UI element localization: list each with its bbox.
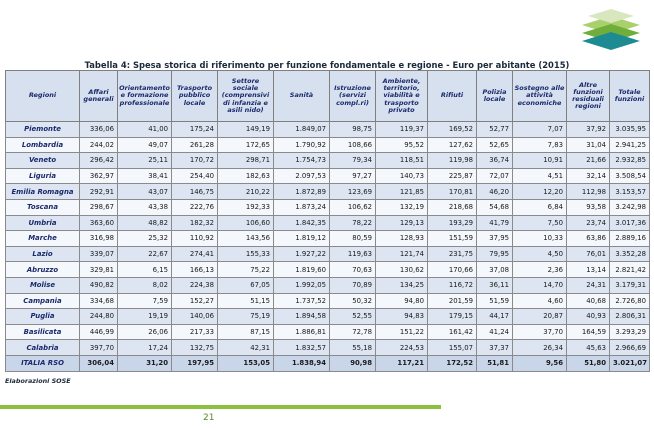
table-cell: 75,19 bbox=[218, 309, 274, 325]
table-row bbox=[6, 340, 650, 356]
table-cell: 130,62 bbox=[376, 262, 428, 278]
table-cell: 106,60 bbox=[218, 215, 274, 231]
table-cell: 41,79 bbox=[477, 215, 513, 231]
table-cell: 79,95 bbox=[477, 246, 513, 262]
table-cell: 134,25 bbox=[376, 277, 428, 293]
region-name: Basilicata bbox=[6, 324, 80, 340]
table-cell: 132,19 bbox=[376, 199, 428, 215]
table-row bbox=[6, 324, 650, 340]
table-cell: 40,68 bbox=[567, 293, 610, 309]
table-cell: 1.754,73 bbox=[274, 153, 330, 169]
table-cell: 166,13 bbox=[172, 262, 218, 278]
table-row bbox=[6, 137, 650, 153]
table-cell: 7,83 bbox=[513, 137, 567, 153]
table-cell: 10,33 bbox=[513, 231, 567, 247]
table-cell: 3.021,07 bbox=[610, 355, 650, 371]
table-cell: 20,87 bbox=[513, 309, 567, 325]
table-row bbox=[6, 293, 650, 309]
table-row bbox=[6, 309, 650, 325]
column-header: Istruzione (servizi compl.ri) bbox=[330, 71, 376, 122]
region-name: Piemonte bbox=[6, 122, 80, 138]
region-name: Toscana bbox=[6, 199, 80, 215]
table-cell: 153,05 bbox=[218, 355, 274, 371]
table-cell: 55,18 bbox=[330, 340, 376, 356]
table-cell: 52,55 bbox=[330, 309, 376, 325]
table-title: Tabella 4: Spesa storica di riferimento per funzione fondamentale e regione - Euro per abitante (2015) bbox=[84, 60, 570, 70]
stacked-layers-logo-icon bbox=[574, 6, 648, 52]
table-cell: 244,80 bbox=[80, 309, 118, 325]
table-cell: 336,06 bbox=[80, 122, 118, 138]
table-cell: 95,52 bbox=[376, 137, 428, 153]
table-cell: 8,02 bbox=[118, 277, 172, 293]
table-cell: 298,67 bbox=[80, 199, 118, 215]
region-name: Marche bbox=[6, 231, 80, 247]
table-cell: 40,93 bbox=[567, 309, 610, 325]
table-cell: 119,37 bbox=[376, 122, 428, 138]
table-cell: 339,07 bbox=[80, 246, 118, 262]
table-cell: 140,73 bbox=[376, 168, 428, 184]
region-name: Campania bbox=[6, 293, 80, 309]
table-cell: 93,58 bbox=[567, 199, 610, 215]
table-cell: 38,41 bbox=[118, 168, 172, 184]
table-cell: 117,21 bbox=[376, 355, 428, 371]
table-cell: 10,91 bbox=[513, 153, 567, 169]
table-cell: 79,34 bbox=[330, 153, 376, 169]
table-cell: 51,59 bbox=[477, 293, 513, 309]
table-cell: 175,24 bbox=[172, 122, 218, 138]
table-cell: 397,70 bbox=[80, 340, 118, 356]
region-name: Umbria bbox=[6, 215, 80, 231]
table-cell: 43,38 bbox=[118, 199, 172, 215]
region-name: Abruzzo bbox=[6, 262, 80, 278]
column-header: Totale funzioni bbox=[610, 71, 650, 122]
table-cell: 70,63 bbox=[330, 262, 376, 278]
column-header: Ambiente, territorio, viabilità e trasporto privato bbox=[376, 71, 428, 122]
table-cell: 161,42 bbox=[428, 324, 477, 340]
table-cell: 3.153,57 bbox=[610, 184, 650, 200]
table-cell: 3.293,29 bbox=[610, 324, 650, 340]
table-cell: 119,98 bbox=[428, 153, 477, 169]
table-cell: 97,27 bbox=[330, 168, 376, 184]
table-cell: 37,95 bbox=[477, 231, 513, 247]
column-header: Rifiuti bbox=[428, 71, 477, 122]
table-cell: 7,59 bbox=[118, 293, 172, 309]
table-cell: 26,06 bbox=[118, 324, 172, 340]
table-cell: 36,11 bbox=[477, 277, 513, 293]
table-row bbox=[6, 231, 650, 247]
table-cell: 127,62 bbox=[428, 137, 477, 153]
table-cell: 72,78 bbox=[330, 324, 376, 340]
table-cell: 110,92 bbox=[172, 231, 218, 247]
table-cell: 2.889,16 bbox=[610, 231, 650, 247]
table-cell: 151,22 bbox=[376, 324, 428, 340]
table-cell: 2,36 bbox=[513, 262, 567, 278]
table-cell: 3.508,54 bbox=[610, 168, 650, 184]
table-cell: 36,74 bbox=[477, 153, 513, 169]
table-cell: 152,27 bbox=[172, 293, 218, 309]
table-row bbox=[6, 262, 650, 278]
table-cell: 63,86 bbox=[567, 231, 610, 247]
table-cell: 90,98 bbox=[330, 355, 376, 371]
table-cell: 192,33 bbox=[218, 199, 274, 215]
table-cell: 179,15 bbox=[428, 309, 477, 325]
table-cell: 49,07 bbox=[118, 137, 172, 153]
column-header: Orientamento e formazione professionale bbox=[118, 71, 172, 122]
table-cell: 170,72 bbox=[172, 153, 218, 169]
region-name: Liguria bbox=[6, 168, 80, 184]
table-cell: 1.790,92 bbox=[274, 137, 330, 153]
column-header: Altre funzioni residuali regioni bbox=[567, 71, 610, 122]
table-cell: 274,41 bbox=[172, 246, 218, 262]
table-cell: 169,52 bbox=[428, 122, 477, 138]
table-cell: 172,65 bbox=[218, 137, 274, 153]
table-cell: 37,08 bbox=[477, 262, 513, 278]
table-cell: 41,00 bbox=[118, 122, 172, 138]
table-cell: 51,80 bbox=[567, 355, 610, 371]
table-row bbox=[6, 277, 650, 293]
table-cell: 292,91 bbox=[80, 184, 118, 200]
table-cell: 21,66 bbox=[567, 153, 610, 169]
table-cell: 32,14 bbox=[567, 168, 610, 184]
column-header: Trasporto pubblico locale bbox=[172, 71, 218, 122]
table-cell: 155,33 bbox=[218, 246, 274, 262]
table-cell: 1.894,58 bbox=[274, 309, 330, 325]
table-cell: 298,71 bbox=[218, 153, 274, 169]
table-row bbox=[6, 168, 650, 184]
table-cell: 14,70 bbox=[513, 277, 567, 293]
table-cell: 2.097,53 bbox=[274, 168, 330, 184]
table-cell: 1.819,60 bbox=[274, 262, 330, 278]
region-name: Calabria bbox=[6, 340, 80, 356]
table-cell: 306,04 bbox=[80, 355, 118, 371]
table-cell: 146,75 bbox=[172, 184, 218, 200]
table-cell: 54,68 bbox=[477, 199, 513, 215]
table-cell: 217,33 bbox=[172, 324, 218, 340]
table-cell: 112,98 bbox=[567, 184, 610, 200]
table-cell: 1.886,81 bbox=[274, 324, 330, 340]
column-header: Affari generali bbox=[80, 71, 118, 122]
table-cell: 37,37 bbox=[477, 340, 513, 356]
table-cell: 149,19 bbox=[218, 122, 274, 138]
table-cell: 37,92 bbox=[567, 122, 610, 138]
table-cell: 2.806,31 bbox=[610, 309, 650, 325]
table-cell: 51,15 bbox=[218, 293, 274, 309]
table-cell: 1.873,24 bbox=[274, 199, 330, 215]
table-cell: 329,81 bbox=[80, 262, 118, 278]
table-cell: 170,81 bbox=[428, 184, 477, 200]
table-cell: 244,02 bbox=[80, 137, 118, 153]
table-cell: 3.242,98 bbox=[610, 199, 650, 215]
table-cell: 201,59 bbox=[428, 293, 477, 309]
table-cell: 218,68 bbox=[428, 199, 477, 215]
table-cell: 67,05 bbox=[218, 277, 274, 293]
table-cell: 224,38 bbox=[172, 277, 218, 293]
table-cell: 363,60 bbox=[80, 215, 118, 231]
column-header: Regioni bbox=[6, 71, 80, 122]
table-cell: 129,13 bbox=[376, 215, 428, 231]
table-cell: 231,75 bbox=[428, 246, 477, 262]
column-header: Sanità bbox=[274, 71, 330, 122]
table-cell: 172,52 bbox=[428, 355, 477, 371]
footer-bar bbox=[0, 405, 441, 409]
table-cell: 12,20 bbox=[513, 184, 567, 200]
table-cell: 1.737,52 bbox=[274, 293, 330, 309]
table-cell: 7,07 bbox=[513, 122, 567, 138]
source-note: Elaborazioni SOSE bbox=[5, 377, 71, 385]
table-cell: 50,32 bbox=[330, 293, 376, 309]
table-cell: 151,59 bbox=[428, 231, 477, 247]
table-cell: 37,70 bbox=[513, 324, 567, 340]
table-cell: 3.017,36 bbox=[610, 215, 650, 231]
table-cell: 3.035,95 bbox=[610, 122, 650, 138]
table-cell: 155,07 bbox=[428, 340, 477, 356]
table-cell: 70,89 bbox=[330, 277, 376, 293]
table-row bbox=[6, 153, 650, 169]
table-cell: 222,76 bbox=[172, 199, 218, 215]
table-cell: 6,84 bbox=[513, 199, 567, 215]
table-cell: 6,15 bbox=[118, 262, 172, 278]
table-cell: 170,66 bbox=[428, 262, 477, 278]
column-header: Polizia locale bbox=[477, 71, 513, 122]
table-cell: 1.849,07 bbox=[274, 122, 330, 138]
table-cell: 2.966,69 bbox=[610, 340, 650, 356]
table-cell: 24,31 bbox=[567, 277, 610, 293]
table-cell: 1.819,12 bbox=[274, 231, 330, 247]
region-name: Lazio bbox=[6, 246, 80, 262]
table-cell: 182,63 bbox=[218, 168, 274, 184]
table-cell: 121,85 bbox=[376, 184, 428, 200]
table-cell: 224,53 bbox=[376, 340, 428, 356]
table-cell: 2.821,42 bbox=[610, 262, 650, 278]
table-cell: 2.726,80 bbox=[610, 293, 650, 309]
table-cell: 25,11 bbox=[118, 153, 172, 169]
table-cell: 72,07 bbox=[477, 168, 513, 184]
table-cell: 197,95 bbox=[172, 355, 218, 371]
table-cell: 132,75 bbox=[172, 340, 218, 356]
table-cell: 98,75 bbox=[330, 122, 376, 138]
table-cell: 2.941,25 bbox=[610, 137, 650, 153]
table-cell: 334,68 bbox=[80, 293, 118, 309]
header-row bbox=[6, 71, 650, 122]
region-name: Puglia bbox=[6, 309, 80, 325]
table-cell: 44,17 bbox=[477, 309, 513, 325]
table-cell: 123,69 bbox=[330, 184, 376, 200]
table-cell: 9,56 bbox=[513, 355, 567, 371]
table-cell: 4,50 bbox=[513, 246, 567, 262]
table-row bbox=[6, 122, 650, 138]
table-cell: 48,82 bbox=[118, 215, 172, 231]
table-cell: 1.842,35 bbox=[274, 215, 330, 231]
table-cell: 7,50 bbox=[513, 215, 567, 231]
table-cell: 87,15 bbox=[218, 324, 274, 340]
table-cell: 490,82 bbox=[80, 277, 118, 293]
table-cell: 164,59 bbox=[567, 324, 610, 340]
table-cell: 4,60 bbox=[513, 293, 567, 309]
table-cell: 193,29 bbox=[428, 215, 477, 231]
table-cell: 76,01 bbox=[567, 246, 610, 262]
table-row bbox=[6, 246, 650, 262]
table-cell: 261,28 bbox=[172, 137, 218, 153]
table-cell: 296,42 bbox=[80, 153, 118, 169]
table-cell: 13,14 bbox=[567, 262, 610, 278]
table-cell: 52,65 bbox=[477, 137, 513, 153]
table-cell: 2.932,85 bbox=[610, 153, 650, 169]
table-cell: 116,72 bbox=[428, 277, 477, 293]
table-cell: 52,77 bbox=[477, 122, 513, 138]
table-cell: 1.992,05 bbox=[274, 277, 330, 293]
table-cell: 118,51 bbox=[376, 153, 428, 169]
table-cell: 210,22 bbox=[218, 184, 274, 200]
table-cell: 446,99 bbox=[80, 324, 118, 340]
table-cell: 31,20 bbox=[118, 355, 172, 371]
table-cell: 1.927,22 bbox=[274, 246, 330, 262]
table-cell: 75,22 bbox=[218, 262, 274, 278]
table-cell: 78,22 bbox=[330, 215, 376, 231]
table-cell: 1.838,94 bbox=[274, 355, 330, 371]
table-cell: 22,67 bbox=[118, 246, 172, 262]
table-cell: 3.179,31 bbox=[610, 277, 650, 293]
table-cell: 119,63 bbox=[330, 246, 376, 262]
table-cell: 225,87 bbox=[428, 168, 477, 184]
table-cell: 26,34 bbox=[513, 340, 567, 356]
region-name: Veneto bbox=[6, 153, 80, 169]
table-cell: 41,24 bbox=[477, 324, 513, 340]
region-name: Molise bbox=[6, 277, 80, 293]
table-cell: 45,63 bbox=[567, 340, 610, 356]
table-cell: 23,74 bbox=[567, 215, 610, 231]
table-cell: 1.872,89 bbox=[274, 184, 330, 200]
table-cell: 106,62 bbox=[330, 199, 376, 215]
table-cell: 128,93 bbox=[376, 231, 428, 247]
table-cell: 140,06 bbox=[172, 309, 218, 325]
column-header: Sostegno alle attività economiche bbox=[513, 71, 567, 122]
table-cell: 108,66 bbox=[330, 137, 376, 153]
table-cell: 94,83 bbox=[376, 309, 428, 325]
table-cell: 25,32 bbox=[118, 231, 172, 247]
table-cell: 43,07 bbox=[118, 184, 172, 200]
table-row bbox=[6, 184, 650, 200]
table-row bbox=[6, 199, 650, 215]
table-cell: 182,32 bbox=[172, 215, 218, 231]
table-cell: 316,98 bbox=[80, 231, 118, 247]
page-number: 21 bbox=[203, 413, 215, 423]
table-cell: 46,20 bbox=[477, 184, 513, 200]
table-cell: 254,40 bbox=[172, 168, 218, 184]
table-cell: 1.832,57 bbox=[274, 340, 330, 356]
table-cell: 143,56 bbox=[218, 231, 274, 247]
table-cell: 17,24 bbox=[118, 340, 172, 356]
table-cell: 80,59 bbox=[330, 231, 376, 247]
region-name: ITALIA RSO bbox=[6, 355, 80, 371]
region-name: Lombardia bbox=[6, 137, 80, 153]
column-header: Settore sociale (comprensivi di infanzia e asili nido) bbox=[218, 71, 274, 122]
table-row bbox=[6, 215, 650, 231]
table-cell: 51,81 bbox=[477, 355, 513, 371]
table-cell: 362,97 bbox=[80, 168, 118, 184]
table-body bbox=[6, 122, 650, 372]
table-cell: 19,19 bbox=[118, 309, 172, 325]
table-cell: 4,51 bbox=[513, 168, 567, 184]
table-cell: 3.352,28 bbox=[610, 246, 650, 262]
total-row bbox=[6, 355, 650, 371]
spending-table bbox=[5, 70, 650, 372]
table-cell: 31,04 bbox=[567, 137, 610, 153]
table-cell: 42,31 bbox=[218, 340, 274, 356]
table-cell: 121,74 bbox=[376, 246, 428, 262]
table-cell: 94,80 bbox=[376, 293, 428, 309]
region-name: Emilia Romagna bbox=[6, 184, 80, 200]
